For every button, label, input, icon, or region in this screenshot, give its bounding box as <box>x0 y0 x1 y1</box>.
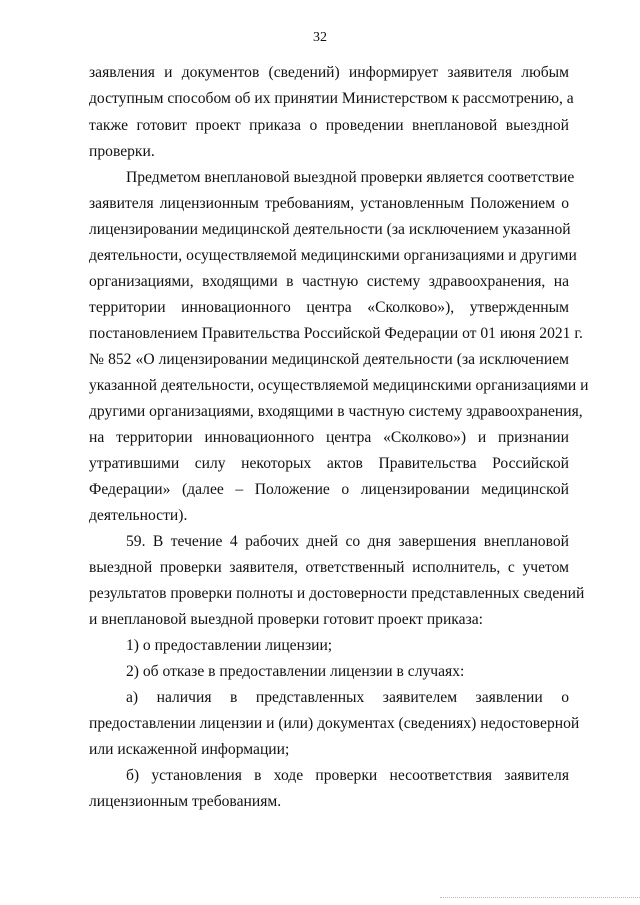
text-line: указанной деятельности, осуществляемой медицинскими организациями и <box>89 377 589 394</box>
text-line: предоставлении лицензии и (или) документах (сведениях) недостоверной <box>89 715 580 732</box>
text-line: 1) о предоставлении лицензии; <box>126 637 333 654</box>
text-line: или искаженной информации; <box>89 741 290 758</box>
text-line: результатов проверки полноты и достоверности представленных сведений <box>89 585 585 602</box>
scan-edge-mark <box>440 897 640 898</box>
text-line: лицензионным требованиям. <box>89 793 282 810</box>
text-line: другими организациями, входящими в частную систему здравоохранения, <box>89 403 583 420</box>
text-line: заявления и документов (сведений) информирует заявителя любым <box>89 64 569 81</box>
text-line: 2) об отказе в предоставлении лицензии в случаях: <box>126 663 465 680</box>
text-line: доступным способом об их принятии Министерством к рассмотрению, а <box>89 90 574 107</box>
text-line: лицензировании медицинской деятельности (за исключением указанной <box>89 221 571 238</box>
text-line: а) наличия в представленных заявителем заявлении о <box>126 689 569 706</box>
text-line: утратившими силу некоторых актов Правительства Российской <box>89 455 569 472</box>
text-line: заявителя лицензионным требованиям, установленным Положением о <box>89 195 569 212</box>
text-line: деятельности). <box>89 507 188 524</box>
text-line: проверки. <box>89 143 155 160</box>
text-line: деятельности, осуществляемой медицинскими организациями и другими <box>89 247 577 264</box>
text-line: б) установления в ходе проверки несоответствия заявителя <box>126 767 569 784</box>
text-line: № 852 «О лицензировании медицинской деятельности (за исключением <box>89 351 569 368</box>
text-line: выездной проверки заявителя, ответственный исполнитель, с учетом <box>89 559 569 576</box>
text-line: и внеплановой выездной проверки готовит проект приказа: <box>89 611 483 628</box>
text-line: территории инновационного центра «Сколково»), утвержденным <box>89 299 569 316</box>
text-line: на территории инновационного центра «Сколково») и признании <box>89 429 569 446</box>
page-number: 32 <box>313 30 327 45</box>
text-line: также готовит проект приказа о проведении внеплановой выездной <box>89 117 569 134</box>
text-line: организациями, входящими в частную систему здравоохранения, на <box>89 273 569 290</box>
text-line: Федерации» (далее – Положение о лицензировании медицинской <box>89 481 569 498</box>
text-line: постановлением Правительства Российской Федерации от 01 июня 2021 г. <box>89 325 583 342</box>
text-line: Предметом внеплановой выездной проверки является соответствие <box>126 169 575 186</box>
text-line: 59. В течение 4 рабочих дней со дня завершения внеплановой <box>126 533 569 550</box>
